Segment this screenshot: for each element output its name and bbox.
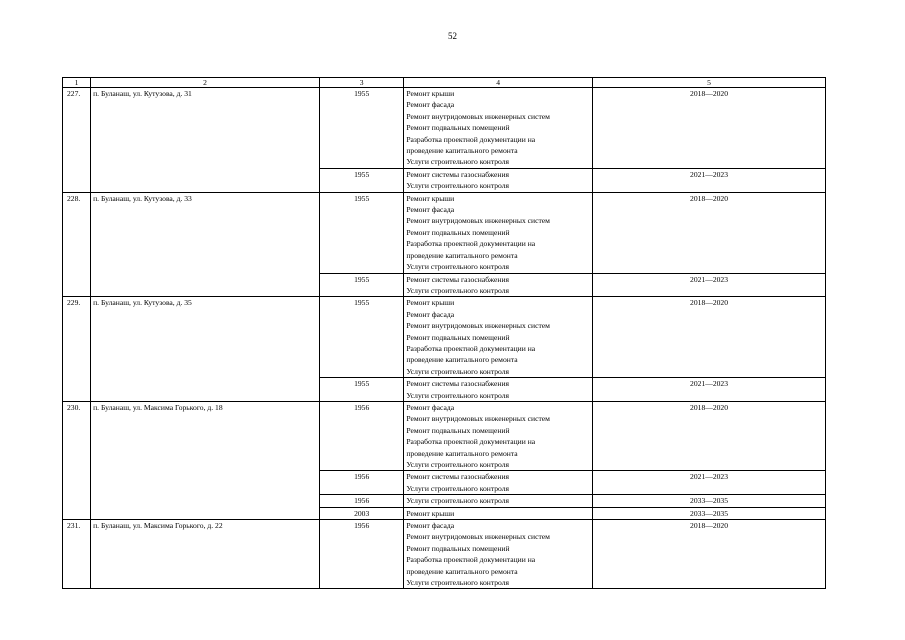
address-cell: п. Буланаш, ул. Кутузова, д. 35 bbox=[91, 297, 320, 402]
work-item: Ремонт внутридомовых инженерных систем bbox=[406, 111, 550, 121]
work-item: Разработка проектной документации на bbox=[406, 437, 536, 447]
work-item: Ремонт крыши bbox=[406, 298, 455, 308]
works-cell bbox=[404, 273, 593, 297]
column-header: 4 bbox=[404, 78, 593, 88]
works-cell bbox=[404, 401, 593, 470]
row-number: 227. bbox=[63, 88, 91, 193]
work-item: Ремонт подвальных помещений bbox=[406, 543, 510, 553]
work-item: Услуги строительного контроля bbox=[406, 157, 510, 167]
work-item: Ремонт подвальных помещений bbox=[406, 425, 510, 435]
column-header: 3 bbox=[320, 78, 404, 88]
works-cell bbox=[404, 507, 593, 519]
row-number: 228. bbox=[63, 192, 91, 297]
work-item: Ремонт внутридомовых инженерных систем bbox=[406, 532, 550, 542]
work-item: Ремонт крыши bbox=[406, 89, 455, 98]
work-item: Разработка проектной документации на bbox=[406, 239, 536, 249]
work-item: Ремонт системы газоснабжения bbox=[406, 379, 510, 389]
period-cell: 2021—2023 bbox=[593, 378, 826, 402]
address-cell: п. Буланаш, ул. Максима Горького, д. 22 bbox=[91, 520, 320, 589]
work-item: Ремонт подвальных помещений bbox=[406, 332, 510, 342]
year-cell: 1955 bbox=[320, 273, 404, 297]
period-cell: 2018—2020 bbox=[593, 192, 826, 273]
table-row bbox=[63, 297, 826, 378]
column-header: 1 bbox=[63, 78, 91, 88]
period-cell: 2018—2020 bbox=[593, 520, 826, 589]
repair-schedule-table bbox=[62, 77, 826, 589]
work-item: Ремонт внутридомовых инженерных систем bbox=[406, 321, 550, 331]
work-item: проведение капитального ремонта bbox=[406, 448, 518, 458]
works-cell bbox=[404, 88, 593, 169]
work-item: Ремонт подвальных помещений bbox=[406, 227, 510, 237]
table-row bbox=[63, 88, 826, 169]
work-item: Ремонт внутридомовых инженерных систем bbox=[406, 414, 550, 424]
year-cell: 1956 bbox=[320, 520, 404, 589]
period-cell: 2018—2020 bbox=[593, 88, 826, 169]
table-row bbox=[63, 192, 826, 273]
works-cell bbox=[404, 168, 593, 192]
year-cell: 1955 bbox=[320, 297, 404, 378]
work-item: Услуги строительного контроля bbox=[406, 496, 510, 506]
work-item: Услуги строительного контроля bbox=[406, 366, 510, 376]
row-number: 229. bbox=[63, 297, 91, 402]
works-cell bbox=[404, 495, 593, 507]
year-cell: 1955 bbox=[320, 378, 404, 402]
work-item: Ремонт фасада bbox=[406, 309, 455, 319]
column-number-row bbox=[63, 78, 826, 88]
work-item: Услуги строительного контроля bbox=[406, 262, 510, 272]
work-item: Услуги строительного контроля bbox=[406, 460, 510, 469]
period-cell: 2018—2020 bbox=[593, 401, 826, 470]
period-cell: 2018—2020 bbox=[593, 297, 826, 378]
work-item: Услуги строительного контроля bbox=[406, 181, 510, 191]
work-item: проведение капитального ремонта bbox=[406, 355, 518, 365]
period-cell: 2021—2023 bbox=[593, 471, 826, 495]
works-cell bbox=[404, 520, 593, 589]
work-item: Ремонт системы газоснабжения bbox=[406, 472, 510, 482]
work-item: Ремонт системы газоснабжения bbox=[406, 169, 510, 179]
work-item: Ремонт крыши bbox=[406, 508, 455, 518]
column-header: 5 bbox=[593, 78, 826, 88]
work-item: Услуги строительного контроля bbox=[406, 578, 510, 588]
work-item: Ремонт фасада bbox=[406, 100, 455, 110]
year-cell: 2003 bbox=[320, 507, 404, 519]
address-cell: п. Буланаш, ул. Кутузова, д. 31 bbox=[91, 88, 320, 193]
column-header: 2 bbox=[91, 78, 320, 88]
work-item: Ремонт подвальных помещений bbox=[406, 123, 510, 133]
page-number: 52 bbox=[448, 31, 457, 41]
year-cell: 1956 bbox=[320, 401, 404, 470]
work-item: Ремонт внутридомовых инженерных систем bbox=[406, 216, 550, 226]
work-item: Ремонт фасада bbox=[406, 521, 455, 531]
address-cell: п. Буланаш, ул. Кутузова, д. 33 bbox=[91, 192, 320, 297]
works-cell bbox=[404, 297, 593, 378]
work-item: проведение капитального ремонта bbox=[406, 566, 518, 576]
works-cell bbox=[404, 378, 593, 402]
row-number: 230. bbox=[63, 401, 91, 519]
work-item: Ремонт фасада bbox=[406, 205, 455, 215]
work-item: Ремонт крыши bbox=[406, 193, 455, 203]
period-cell: 2033—2035 bbox=[593, 495, 826, 507]
year-cell: 1955 bbox=[320, 192, 404, 273]
work-item: проведение капитального ремонта bbox=[406, 146, 518, 156]
works-cell bbox=[404, 471, 593, 495]
year-cell: 1955 bbox=[320, 88, 404, 169]
work-item: Разработка проектной документации на bbox=[406, 555, 536, 565]
period-cell: 2021—2023 bbox=[593, 273, 826, 297]
works-cell bbox=[404, 192, 593, 273]
work-item: проведение капитального ремонта bbox=[406, 250, 518, 260]
row-number: 231. bbox=[63, 520, 91, 589]
table-body bbox=[63, 88, 826, 589]
work-item: Ремонт фасада bbox=[406, 402, 455, 412]
year-cell: 1955 bbox=[320, 168, 404, 192]
work-item: Разработка проектной документации на bbox=[406, 134, 536, 144]
work-item: Ремонт системы газоснабжения bbox=[406, 274, 510, 284]
work-item: Услуги строительного контроля bbox=[406, 390, 510, 400]
period-cell: 2033—2035 bbox=[593, 507, 826, 519]
table-row bbox=[63, 401, 826, 470]
period-cell: 2021—2023 bbox=[593, 168, 826, 192]
year-cell: 1956 bbox=[320, 471, 404, 495]
work-item: Разработка проектной документации на bbox=[406, 343, 536, 353]
address-cell: п. Буланаш, ул. Максима Горького, д. 18 bbox=[91, 401, 320, 519]
work-item: Услуги строительного контроля bbox=[406, 285, 510, 295]
work-item: Услуги строительного контроля bbox=[406, 483, 510, 493]
table-row bbox=[63, 520, 826, 589]
year-cell: 1956 bbox=[320, 495, 404, 507]
